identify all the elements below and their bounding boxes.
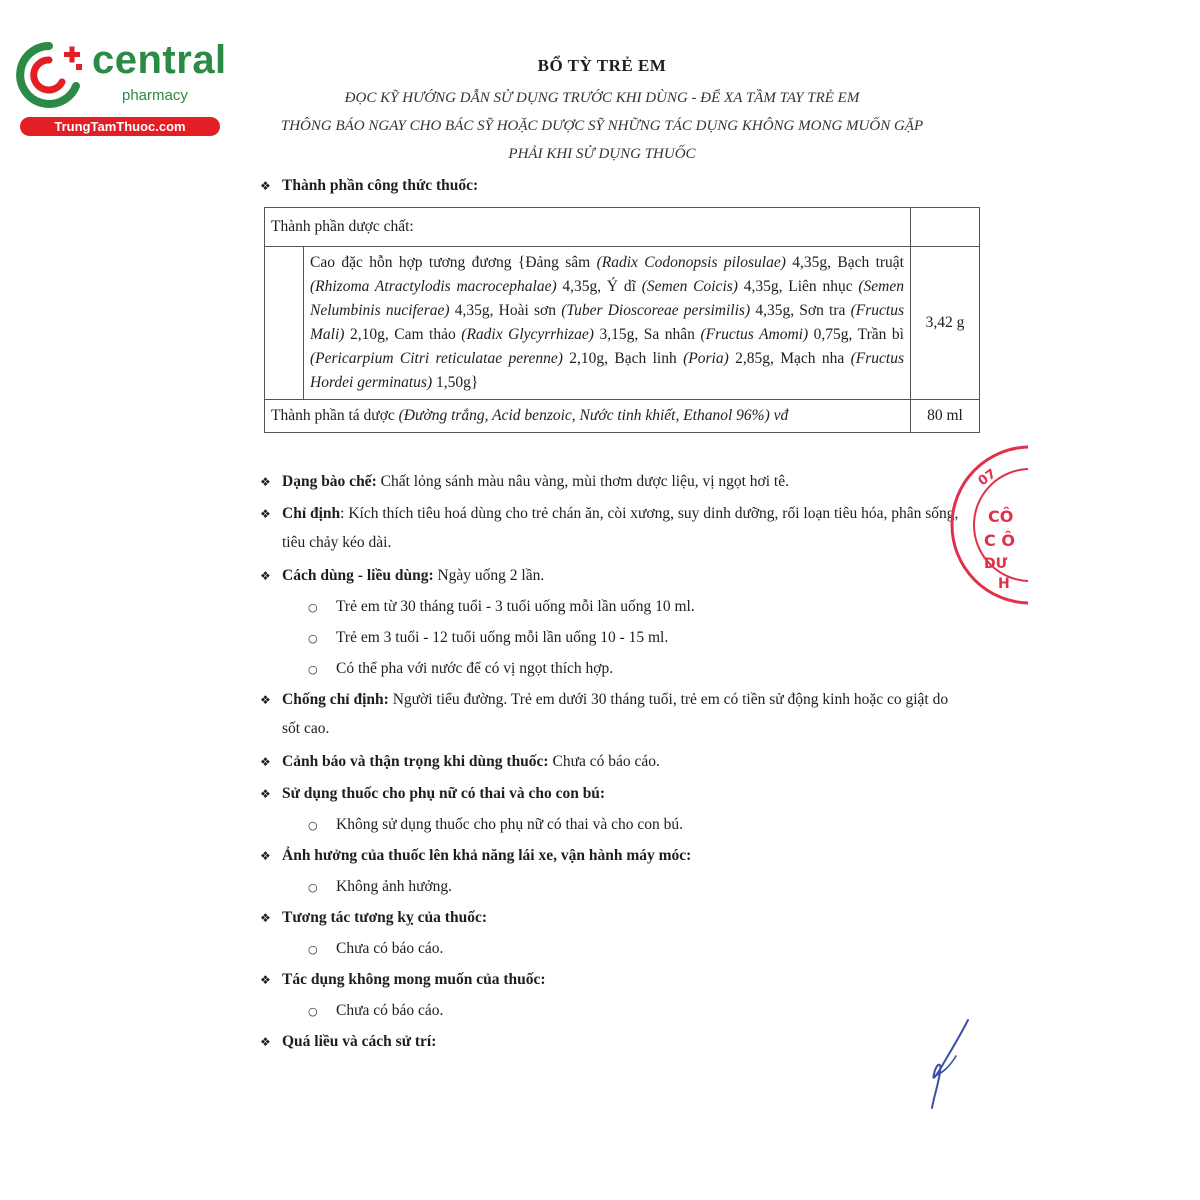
dosage-form-section: ❖ Dạng bào chế: Chất lỏng sánh màu nâu vàng, mùi thơm dược liệu, vị ngọt hơi tê. (260, 468, 970, 497)
document-title: BỔ TỲ TRẺ EM (537, 56, 667, 75)
stamp-seal-icon (948, 440, 1028, 610)
extract-amount: 3,42 g (911, 247, 980, 400)
svg-text:C Ô: C Ô (984, 531, 1015, 550)
diamond-bullet-icon: ❖ (260, 569, 271, 583)
herbal-extract-cell: Cao đặc hỗn hợp tương đương {Đảng sâm (Radix Codonopsis pilosulae) 4,35g, Bạch truật (Rhizoma Atractylodis macrocephalae) 4,35g, Ý dĩ (Semen Coicis) 4,35g, Liên nhục (Semen Nelumbinis nuciferae) 4,35g, Hoài sơn (Tuber Dioscoreae persimilis) 4,35g, Sơn tra (Fructus Mali) 2,10g, Cam thảo (Radix Glycyrrhizae) 3,15g, Sa nhân (Fructus Amomi) 0,75g, Trần bì (Pericarpium Citri reticulatae perenne) 2,10g, Bạch linh (Poria) 2,85g, Mạch nha (Fructus Hordei germinatus) 1,50g} (304, 247, 911, 400)
svg-text:H: H (998, 576, 1010, 592)
side-effects-section: ❖ Tác dụng không mong muốn của thuốc: (260, 966, 970, 995)
composition-heading: ❖ Thành phần công thức thuốc: (260, 172, 970, 201)
list-item: ○ Trẻ em từ 30 tháng tuổi - 3 tuổi uống mỗi lần uống 10 ml. (308, 598, 695, 615)
svg-text:07: 07 (975, 466, 1000, 490)
circle-bullet-icon: ○ (308, 881, 318, 894)
circle-bullet-icon: ○ (308, 601, 318, 614)
diamond-bullet-icon: ❖ (260, 973, 271, 987)
circle-bullet-icon: ○ (308, 943, 318, 956)
list-item: ○ Có thể pha với nước để có vị ngọt thích hợp. (308, 660, 614, 677)
diamond-bullet-icon: ❖ (260, 179, 271, 193)
warning-line-2: THÔNG BÁO NGAY CHO BÁC SỸ HOẶC DƯỢC SỸ NHỮNG TÁC DỤNG KHÔNG MONG MUỐN GẶP (280, 118, 924, 134)
active-ingredient-label: Thành phần dược chất: (265, 208, 911, 247)
diamond-bullet-icon: ❖ (260, 787, 271, 801)
circle-bullet-icon: ○ (308, 1005, 318, 1018)
diamond-bullet-icon: ❖ (260, 475, 271, 489)
contraindication-section: ❖ Chống chỉ định: Người tiểu đường. Trẻ em dưới 30 tháng tuổi, trẻ em có tiền sử động kinh hoặc co giật do sốt cao. (260, 691, 949, 737)
svg-text:DƯ: DƯ (984, 556, 1008, 572)
brand-name: central (92, 38, 227, 82)
interaction-section: ❖ Tương tác tương kỵ của thuốc: (260, 904, 970, 933)
brand-subtitle: pharmacy (122, 87, 188, 104)
leaflet-document (240, 0, 1020, 1200)
list-item: ○ Không ảnh hưởng. (308, 878, 453, 895)
svg-text:CÔ: CÔ (988, 507, 1014, 526)
brand-logo (10, 36, 227, 136)
circle-bullet-icon: ○ (308, 819, 318, 832)
company-stamp (948, 440, 1028, 610)
table-row (265, 208, 980, 247)
warning-line-3: PHẢI KHI SỬ DỤNG THUỐC (508, 146, 696, 162)
excipient-amount: 80 ml (911, 400, 980, 433)
overdose-section: ❖ Quá liều và cách sử trí: (260, 1028, 970, 1057)
list-item: ○ Chưa có báo cáo. (308, 1002, 444, 1019)
circle-bullet-icon: ○ (308, 632, 318, 645)
list-item: ○ Trẻ em 3 tuổi - 12 tuổi uống mỗi lần uống 10 - 15 ml. (308, 629, 669, 646)
central-pharmacy-logo-icon (10, 36, 88, 114)
warning-line-1: ĐỌC KỸ HƯỚNG DẪN SỬ DỤNG TRƯỚC KHI DÙNG - ĐỂ XA TẦM TAY TRẺ EM (344, 90, 860, 106)
diamond-bullet-icon: ❖ (260, 849, 271, 863)
circle-bullet-icon: ○ (308, 663, 318, 676)
indication-section: ❖ Chỉ định: Kích thích tiêu hoá dùng cho trẻ chán ăn, còi xương, suy dinh dưỡng, rối loạn tiêu hóa, phân sống, tiêu chảy kéo dài. (260, 505, 959, 551)
signature-icon (920, 1016, 980, 1112)
diamond-bullet-icon: ❖ (260, 507, 271, 521)
warning-section: ❖ Cảnh báo và thận trọng khi dùng thuốc: Chưa có báo cáo. (260, 748, 970, 777)
list-item: ○ Chưa có báo cáo. (308, 940, 444, 957)
usage-section: ❖ Cách dùng - liều dùng: Ngày uống 2 lần. (260, 562, 970, 591)
pregnancy-section: ❖ Sử dụng thuốc cho phụ nữ có thai và cho con bú: (260, 780, 970, 809)
driving-section: ❖ Ảnh hưởng của thuốc lên khả năng lái xe, vận hành máy móc: (260, 842, 970, 871)
diamond-bullet-icon: ❖ (260, 1035, 271, 1049)
table-row (265, 247, 980, 400)
diamond-bullet-icon: ❖ (260, 693, 271, 707)
excipient-cell: Thành phần tá dược (Đường trắng, Acid benzoic, Nước tinh khiết, Ethanol 96%) vđ (265, 400, 911, 433)
composition-table (264, 207, 980, 433)
diamond-bullet-icon: ❖ (260, 911, 271, 925)
diamond-bullet-icon: ❖ (260, 755, 271, 769)
brand-website: TrungTamThuoc.com (20, 117, 220, 136)
table-row (265, 400, 980, 433)
list-item: ○ Không sử dụng thuốc cho phụ nữ có thai và cho con bú. (308, 816, 683, 833)
